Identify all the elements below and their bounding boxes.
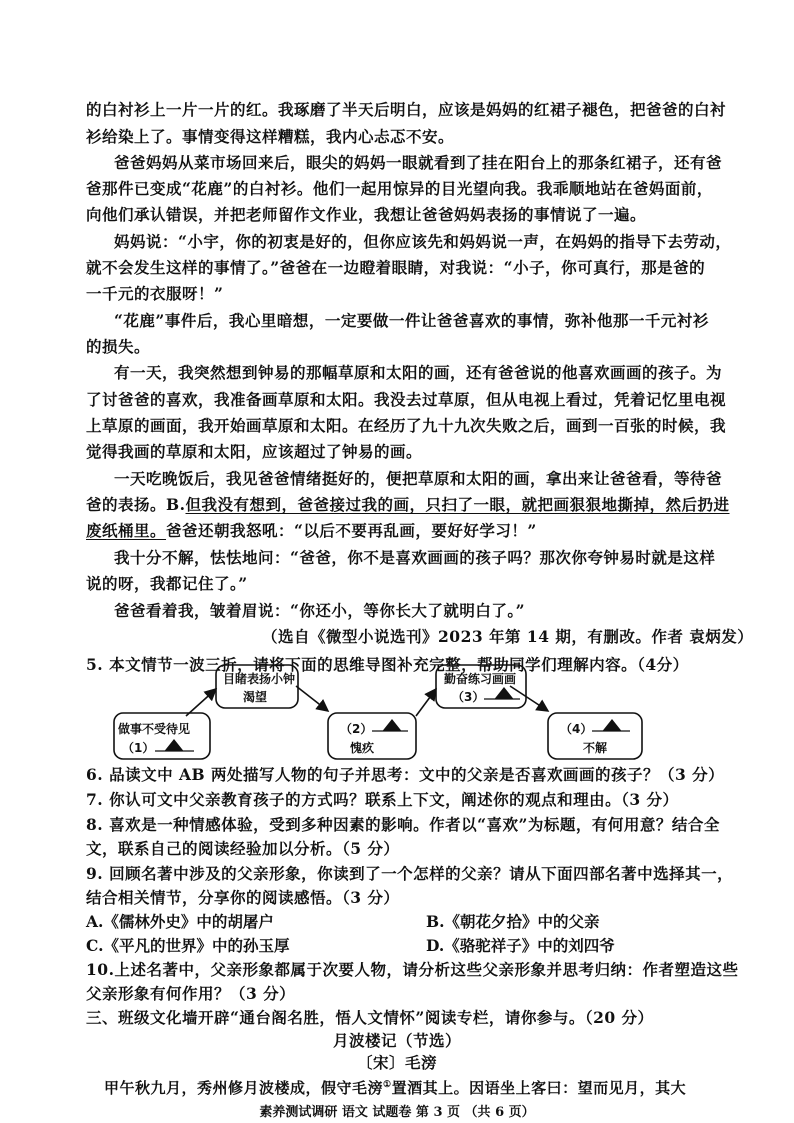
question-8: 8. 喜欢是一种情感体验，受到多种因素的影响。作者以“喜欢”为标题，有何用意？结合全 [86,815,720,834]
passage-line: 爸爸看着我，皱着眉说：“你还小，等你长大了就明白了。” [114,601,526,620]
question-8-cont: 文，联系自己的阅读经验加以分析。（5 分） [86,839,400,858]
blank-triangle-icon [384,720,400,730]
mindmap-box2-label: 目睹表扬小钟 [223,672,296,686]
passage-line: 一天吃晚饭后，我见爸爸情绪挺好的，便把草原和太阳的画，拿出来让爸爸看，等待爸 [114,469,723,488]
passage-line: 说的呀，我都记住了。” [86,574,248,593]
passage-text: 爸爸还朝我怒吼：“以后不要再乱画，要好好学习！” [166,521,537,540]
passage-line: 觉得我画的草原和太阳，应该超过了钟易的画。 [86,442,423,461]
question-7: 7. 你认可文中父亲教育孩子的方式吗？联系上下文，阐述你的观点和理由。（3 分） [86,790,679,809]
passage-line: 一千元的衣服呀！” [86,284,224,303]
poem-line [104,1075,686,1098]
poem-text: 置酒其上。因语坐上客曰：望而见月，其大 [391,1079,687,1097]
mindmap-box5-blank: （4） [560,722,593,736]
poem-text: 甲午秋九月，秀州修月波楼成，假守毛滂 [104,1079,384,1097]
mindmap-box1-label: 做事不受待见 [118,722,191,736]
poem-author-line [0,1053,794,1073]
question-9: 9. 回顾名著中涉及的父亲形象，你读到了一个怎样的父亲？请从下面四部名著中选择其一， [86,864,734,883]
blank-triangle-icon [496,688,512,698]
question-10-cont: 父亲形象有何作用？（3 分） [86,984,296,1003]
option-a: A.《儒林外史》中的胡屠户 [86,912,274,931]
footnote-marker: ① [383,1080,392,1090]
underlined-sentence-b-end: 废纸桶里。 [86,521,167,540]
passage-line: 上草原的画面，我开始画草原和太阳。在经历了九十九次失败之后，画到一百张的时候，我 [86,416,727,435]
page-footer: 素养测试调研 语文 试题卷 第 3 页 （共 6 页） [259,1105,535,1120]
underlined-sentence-b: 但我没有想到，爸爸接过我的画，只扫了一眼，就把画狠狠地撕掉，然后扔进 [185,495,730,514]
mindmap-box2-label: 渴望 [243,690,268,704]
passage-line: 的白衬衫上一片一片的红。我琢磨了半天后明白，应该是妈妈的红裙子褪色，把爸爸的白衬 [86,100,727,119]
mindmap-arrows [186,686,548,716]
passage-line: 我十分不解，怯怯地问：“爸爸，你不是喜欢画画的孩子吗？那次你夸钟易时就是这样 [114,548,716,567]
blank-triangle-icon [166,740,182,750]
mindmap-box3-blank: （2） [340,722,373,736]
section-3-heading [86,1008,654,1028]
passage-text: 爸的表扬。B. [86,495,186,514]
question-5: 5. 本文情节一波三折，请将下面的思维导图补充完整，帮助同学们理解内容。（4分） [86,655,689,674]
option-d: D.《骆驼祥子》中的刘四爷 [426,936,615,955]
option-c: C.《平凡的世界》中的孙玉厚 [86,936,290,955]
passage-source: （选自《微型小说选刊》2023 年第 14 期，有删改。作者 袁炳发） [262,627,754,646]
section-3-title: 三、班级文化墙开辟“通台阁名胜，悟人文情怀”阅读专栏，请你参与。（20 分） [86,1008,654,1027]
passage-line: “花鹿”事件后，我心里暗想，一定要做一件让爸爸喜欢的事情，弥补他那一千元衬衫 [114,311,709,330]
passage-line: 就不会发生这样的事情了。”爸爸在一边瞪着眼睛，对我说：“小子，你可真行，那是爸的 [86,258,706,277]
poem-title: 月波楼记（节选） [332,1031,461,1050]
question-10: 10.上述名著中，父亲形象都属于次要人物，请分析这些父亲形象并思考归纳：作者塑造这些 [86,960,739,979]
poem-title-line [0,1031,794,1051]
question-6: 6. 品读文中 AB 两处描写人物的句子并思考：文中的父亲是否喜欢画画的孩子？（3 分） [86,765,725,784]
mindmap-box3-label: 愧疚 [350,741,375,755]
passage-line: 有一天，我突然想到钟易的那幅草原和太阳的画，还有爸爸说的他喜欢画画的孩子。为 [114,363,723,382]
option-b: B.《朝花夕拾》中的父亲 [426,912,600,931]
passage-line: 了讨爸爸的喜欢，我准备画草原和太阳。我没去过草原，但从电视上看过，凭着记忆里电视 [86,390,727,409]
mindmap-box4-label: 勤奋练习画画 [444,672,517,686]
passage-line: 妈妈说：“小宇，你的初衷是好的，但你应该先和妈妈说一声，在妈妈的指导下去劳动， [114,232,732,251]
passage-line: 向他们承认错误，并把老师留作文作业，我想让爸爸妈妈表扬的事情说了一遍。 [86,205,647,224]
passage-line: 衫给染上了。事情变得这样糟糕，我内心忐忑不安。 [86,127,455,146]
mindmap-box4-blank: （3） [452,690,485,704]
passage-line: 爸爸妈妈从菜市场回来后，眼尖的妈妈一眼就看到了挂在阳台上的那条红裙子，还有爸 [114,153,723,172]
blank-triangle-icon [604,720,620,730]
question-9-cont: 结合相关情节，分享你的阅读感悟。（3 分） [86,888,400,907]
passage-line: 的损失。 [86,337,151,356]
passage-line: 爸那件已变成“花鹿”的白衬衫。他们一起用惊异的目光望向我。我乖顺地站在爸妈面前， [86,179,713,198]
poem-author: 〔宋〕毛滂 [356,1053,437,1072]
mindmap-box5-label: 不解 [583,741,608,755]
mindmap-box1-blank: （1） [122,741,155,755]
